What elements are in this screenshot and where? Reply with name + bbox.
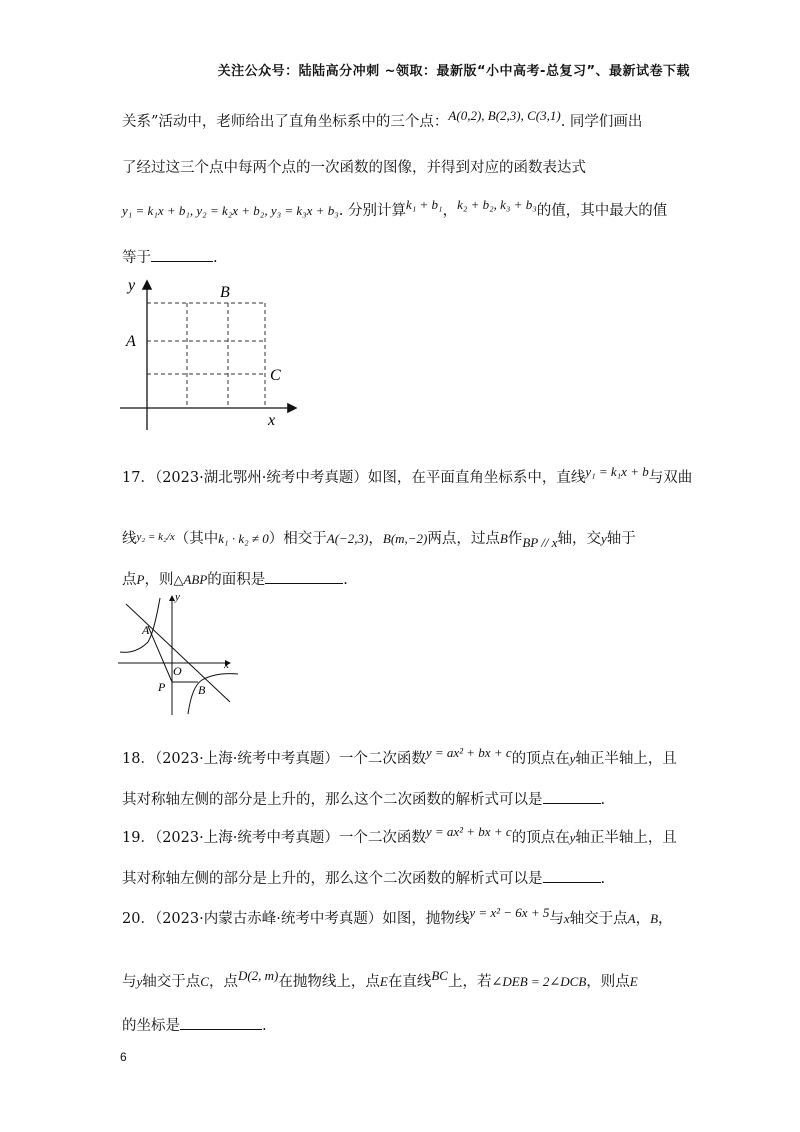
page-number: 6 bbox=[120, 1050, 127, 1064]
fig16-point-A: A bbox=[126, 333, 136, 350]
p18-line-1: 18．（2023·上海·统考中考真题）一个二次函数y = ax² + bx + c的顶点在y轴正半轴上，且 bbox=[122, 745, 677, 767]
p16-line-2: 了经过这三个点中每两个点的一次函数的图像，并得到对应的函数表达式 bbox=[122, 160, 586, 176]
fig17-point-B: B bbox=[198, 683, 206, 697]
answer-blank-19[interactable] bbox=[543, 868, 601, 883]
p20-line-3: 的坐标是 . bbox=[122, 1014, 267, 1035]
p19-line-2: 其对称轴左侧的部分是上升的，那么这个二次函数的解析式可以是 . bbox=[122, 867, 605, 888]
p16-line-1: 关系”活动中，老师给出了直角坐标系中的三个点：A(0,2), B(2,3), C(3,1). 同学们画出 bbox=[122, 108, 643, 130]
fig17-point-P: P bbox=[158, 680, 166, 694]
p17-line-2: 线$^{y_2 = k_2/x}$（其中k₁ · k₂ ≠ 0）相交于A(−2,3)，B(m,−2)两点，过点B作BP // x轴，交y轴于 bbox=[122, 531, 636, 550]
fig17-x-label: x bbox=[224, 659, 229, 671]
fig17-y-label: y bbox=[175, 591, 180, 603]
answer-blank-18[interactable] bbox=[543, 789, 601, 804]
p20-line-2: 与y轴交于点C，点D(2, m)在抛物线上，点E在直线BC上，若∠DEB = 2∠DCB，则点E bbox=[122, 968, 638, 990]
p17-line-1: 17．（2023·湖北鄂州·统考中考真题）如图，在平面直角坐标系中，直线y₁ = k₁x + b与双曲 bbox=[122, 464, 693, 486]
page-header: 关注公众号：陆陆高分冲刺 ~领取：最新版“小中高考-总复习”、最新试卷下载 bbox=[217, 64, 690, 79]
answer-blank-17[interactable] bbox=[265, 569, 343, 584]
fig17-point-O: O bbox=[173, 664, 182, 678]
fig16-point-C: C bbox=[270, 367, 281, 384]
p17-line-3: 点P，则△ABP的面积是 . bbox=[122, 568, 348, 589]
p18-line-2: 其对称轴左侧的部分是上升的，那么这个二次函数的解析式可以是 . bbox=[122, 788, 605, 809]
p20-line-1: 20．（2023·内蒙古赤峰·统考中考真题）如图，抛物线y = x² − 6x + 5与x轴交于点A，B， bbox=[122, 905, 673, 927]
fig16-point-B: B bbox=[220, 284, 230, 301]
figure-17-hyperbola bbox=[118, 590, 248, 720]
answer-blank-20[interactable] bbox=[180, 1015, 262, 1030]
fig17-point-A: A bbox=[142, 623, 150, 637]
p16-line-4: 等于 . bbox=[122, 246, 218, 267]
answer-blank-16[interactable] bbox=[151, 247, 213, 262]
p19-line-1: 19．（2023·上海·统考中考真题）一个二次函数y = ax² + bx + c的顶点在y轴正半轴上，且 bbox=[122, 824, 677, 846]
fig16-y-label: y bbox=[128, 277, 136, 294]
fig16-x-label: x bbox=[268, 412, 276, 429]
p16-line-3: y₁ = k₁x + b₁, y₂ = k₂x + b₂, y₃ = k₃x + b₃. 分别计算k₁ + b₁，k₂ + b₂, k₃ + b₃的值，其中最大的值 bbox=[122, 197, 668, 219]
figure-16-grid bbox=[110, 270, 310, 435]
